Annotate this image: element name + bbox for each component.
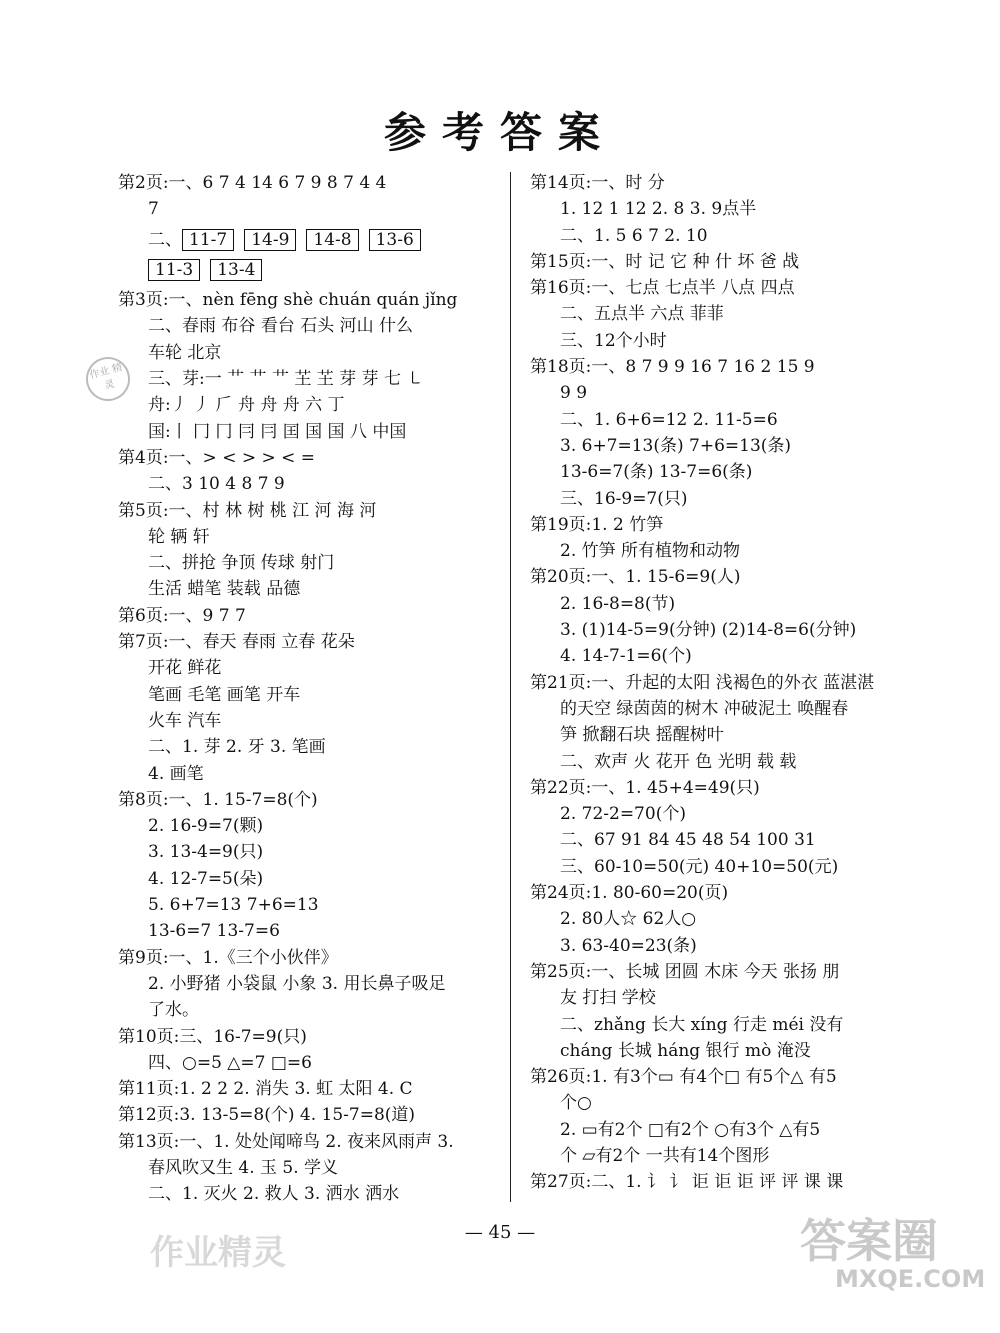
answer-line: 笋 掀翻石块 摇醒树叶 — [560, 725, 724, 746]
answer-line: 2. 80人☆ 62人○ — [560, 909, 697, 930]
answer-line: 2. 16-9=7(颗) — [148, 816, 264, 837]
answer-line: 9 9 — [560, 383, 588, 404]
answer-line: 第19页:1. 2 竹笋 — [530, 514, 664, 535]
answer-line: 13-6=7(条) 13-7=6(条) — [560, 462, 753, 483]
answer-line: 3. 63-40=23(条) — [560, 935, 697, 956]
answer-line: 第24页:1. 80-60=20(页) — [530, 883, 729, 904]
answer-line: 春风吹又生 4. 玉 5. 学义 — [148, 1157, 339, 1178]
answer-line: 第4页:一、> < > > < = — [118, 447, 316, 468]
right-answer-column — [530, 170, 920, 1196]
answer-line: 二、1. 5 6 7 2. 10 — [560, 225, 708, 246]
answer-line: 第3页:一、nèn fēng shè chuán quán jǐng — [118, 290, 458, 311]
boxed-expression: 11-3 — [148, 259, 200, 281]
boxed-expression: 14-9 — [244, 229, 296, 251]
answer-line: 第12页:3. 13-5=8(个) 4. 15-7=8(道) — [118, 1105, 416, 1126]
answer-line: 3. 13-4=9(只) — [148, 842, 264, 863]
answer-line: 二、1. 芽 2. 牙 3. 笔画 — [148, 737, 326, 758]
boxed-expression: 11-7 — [182, 229, 234, 251]
answer-line: 3. (1)14-5=9(分钟) (2)14-8=6(分钟) — [560, 620, 857, 641]
answer-line: 个○ — [560, 1093, 592, 1114]
answer-line: 二、拼抢 争顶 传球 射门 — [148, 553, 335, 574]
page-title: 参考答案 — [383, 108, 616, 157]
answer-line: 1. 12 1 12 2. 8 3. 9点半 — [560, 199, 757, 220]
answer-line — [118, 227, 496, 253]
answer-line: 第22页:一、1. 45+4=49(只) — [530, 777, 760, 798]
answer-line: 第6页:一、9 7 7 — [118, 605, 246, 626]
answer-line: 开花 鲜花 — [148, 658, 222, 679]
answer-line: 三、16-9=7(只) — [560, 488, 688, 509]
answer-line: 友 打扫 学校 — [560, 988, 656, 1009]
answer-line: 三、12个小时 — [560, 330, 667, 351]
answer-line: 第8页:一、1. 15-7=8(个) — [118, 789, 318, 810]
answer-line: 13-6=7 13-7=6 — [148, 921, 280, 942]
answer-line: 3. 6+7=13(条) 7+6=13(条) — [560, 435, 792, 456]
answer-line: 第20页:一、1. 15-6=9(人) — [530, 567, 741, 588]
answer-line: 的天空 绿茵茵的树木 冲破泥土 唤醒春 — [560, 698, 849, 719]
answer-line: 第21页:一、升起的太阳 浅褐色的外衣 蓝湛湛 — [530, 672, 875, 693]
answer-line: 7 — [148, 199, 159, 220]
answer-line: 个 ▱有2个 一共有14个图形 — [560, 1145, 770, 1166]
answer-line: 第15页:一、时 记 它 种 什 坏 爸 战 — [530, 251, 800, 272]
watermark-logo: 答案圈 — [800, 1214, 938, 1268]
answer-line: 第5页:一、村 林 树 桃 江 河 海 河 — [118, 500, 377, 521]
answer-line: 二、1. 灭火 2. 救人 3. 洒水 洒水 — [148, 1184, 400, 1205]
answer-line: 第13页:一、1. 处处闻啼鸟 2. 夜来风雨声 3. — [118, 1131, 454, 1152]
answer-line: 第11页:1. 2 2 2. 消失 3. 虹 太阳 4. C — [118, 1079, 413, 1100]
answer-line: 第18页:一、8 7 9 9 16 7 16 2 15 9 — [530, 357, 815, 378]
boxed-expression: 14-8 — [306, 229, 358, 251]
answer-line: 5. 6+7=13 7+6=13 — [148, 895, 319, 916]
answer-line: 第7页:一、春天 春雨 立春 花朵 — [118, 632, 355, 653]
answer-line: 二、67 91 84 45 48 54 100 31 — [560, 830, 816, 851]
boxed-expression: 13-4 — [210, 259, 262, 281]
answer-line: 4. 14-7-1=6(个) — [560, 646, 692, 667]
answer-line: 了水。 — [148, 1000, 199, 1021]
left-answer-column — [118, 170, 496, 1208]
answer-line: 笔画 毛笔 画笔 开车 — [148, 684, 301, 705]
answer-line: 2. ▭有2个 □有2个 ○有3个 △有5 — [560, 1119, 821, 1140]
answer-line: 火车 汽车 — [148, 710, 222, 731]
answer-line: 2. 72-2=70(个) — [560, 804, 686, 825]
answer-line: 2. 竹笋 所有植物和动物 — [560, 541, 741, 562]
answer-line: 第10页:三、16-7=9(只) — [118, 1026, 307, 1047]
answer-line: 第25页:一、长城 团圆 木床 今天 张扬 朋 — [530, 961, 840, 982]
answer-line: 四、○=5 △=7 □=6 — [148, 1052, 312, 1073]
answer-line: 三、芽:一 艹 艹 艹 芏 芏 芽 芽 七 ㇄ — [148, 369, 424, 390]
answer-line: 第16页:一、七点 七点半 八点 四点 — [530, 278, 795, 299]
answer-line: 第9页:一、1.《三个小伙伴》 — [118, 947, 338, 968]
answer-line: 2. 小野猪 小袋鼠 小象 3. 用长鼻子吸足 — [148, 973, 446, 994]
answer-line: 二、五点半 六点 菲菲 — [560, 304, 724, 325]
answer-line: 二、春雨 布谷 看台 石头 河山 什么 — [148, 316, 414, 337]
answer-line: 轮 辆 轩 — [148, 526, 210, 547]
answer-line: 舟:丿 丿 𠂆 舟 舟 舟 六 丁 — [148, 395, 345, 416]
answer-line: 二、3 10 4 8 7 9 — [148, 474, 285, 495]
answer-line: 二、欢声 火 花开 色 光明 载 载 — [560, 751, 797, 772]
boxes-prefix: 二、 — [148, 229, 182, 250]
answer-line: 国:丨 冂 冂 冃 冃 囯 国 国 八 中国 — [148, 421, 407, 442]
boxed-expression: 13-6 — [369, 229, 421, 251]
column-divider — [510, 172, 511, 1202]
answer-line — [118, 257, 496, 283]
answer-line: 2. 16-8=8(节) — [560, 593, 676, 614]
answer-line: 第27页:二、1. 讠 讠 讵 讵 讵 评 评 课 课 — [530, 1172, 844, 1193]
answer-line: 第26页:1. 有3个▭ 有4个□ 有5个△ 有5 — [530, 1067, 837, 1088]
watermark-url: MXQE.COM — [835, 1265, 986, 1293]
answer-line: 4. 12-7=5(朵) — [148, 868, 264, 889]
watermark-left: 作业精灵 — [150, 1233, 286, 1273]
answer-line: 4. 画笔 — [148, 763, 204, 784]
answer-line: 二、1. 6+6=12 2. 11-5=6 — [560, 409, 778, 430]
answer-line: 三、60-10=50(元) 40+10=50(元) — [560, 856, 839, 877]
answer-line: cháng 长城 háng 银行 mò 淹没 — [560, 1040, 811, 1061]
answer-line: 第2页:一、6 7 4 14 6 7 9 8 7 4 4 — [118, 173, 387, 193]
answer-line: 二、zhǎng 长大 xíng 行走 méi 没有 — [560, 1014, 844, 1035]
answer-line: 第14页:一、时 分 — [530, 173, 665, 193]
watermark-stamp: 作业 精灵 — [81, 352, 135, 406]
page-number: — 45 — — [464, 1222, 536, 1243]
answer-line: 生活 蜡笔 装载 品德 — [148, 579, 301, 600]
answer-line: 车轮 北京 — [148, 342, 222, 363]
